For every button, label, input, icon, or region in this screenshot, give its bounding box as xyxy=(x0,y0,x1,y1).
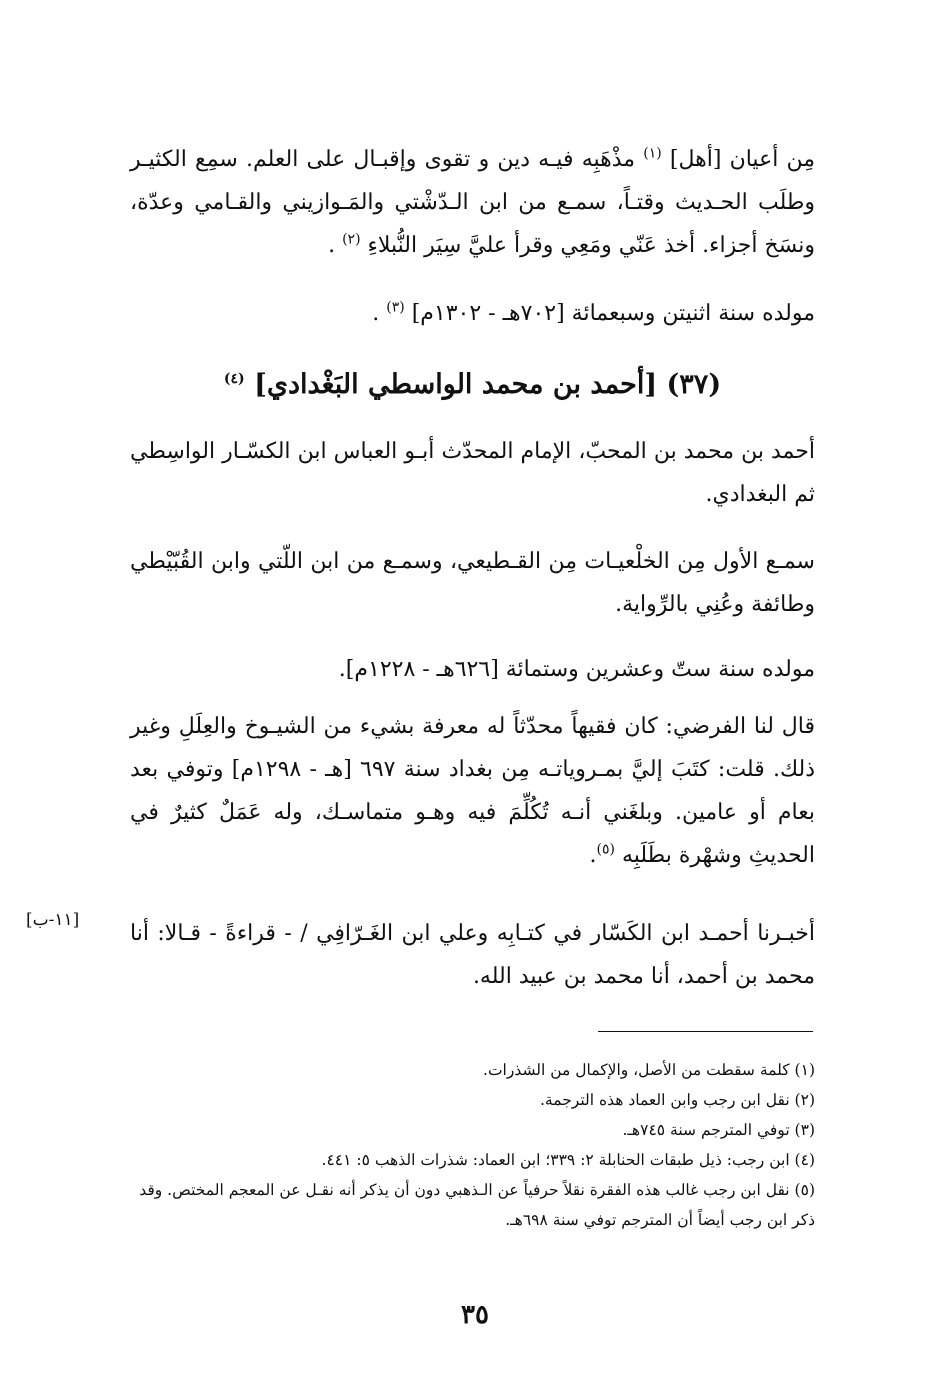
footnote-ref-5[interactable]: (٥) xyxy=(596,841,615,858)
paragraph-7-text: أخبـرنا أحمـد ابن الكَسّار في كتـابِه وعلي ابن الغَـرّافِي / - قراءةً - قـالا: أنا محمد بن أحمد، أنا محمد بن عبيد الله. xyxy=(130,921,815,989)
footnote-5: (٥) نقل ابن رجب غالب هذه الفقرة نقلاً حرفياً عن الـذهبي دون أن يذكر أنه نقـل عن المعجم المختص. وقد ذكر ابن رجب أيضاً أن المترجم توفي سنة ٦٩٨هـ. xyxy=(139,1181,815,1229)
footnote-ref-3[interactable]: (٣) xyxy=(386,299,405,316)
paragraph-4-text: سمـع الأول مِن الخلْعيـات مِن القـطيعي، وسمـع من ابن اللّتي وابن القُبّيْطي وطائفة وعُنِي بالرِّواية. xyxy=(130,549,815,617)
footnote-1: (١) كلمة سقطت من الأصل، والإكمال من الشذرات. xyxy=(483,1061,815,1079)
paragraph-2-end: . xyxy=(372,301,387,326)
paragraph-6 xyxy=(130,705,815,877)
footnote-3: (٣) توفي المترجم سنة ٧٤٥هـ. xyxy=(622,1121,815,1139)
paragraph-2 xyxy=(130,292,815,335)
entry-heading-text: (٣٧) [أحمد بن محمد الواسطي البَغْدادي] xyxy=(244,369,722,400)
footnote-2: (٢) نقل ابن رجب وابن العماد هذه الترجمة. xyxy=(540,1091,815,1109)
paragraph-1 xyxy=(130,138,815,267)
paragraph-5-text: مولده سنة ستّ وعشرين وستمائة [٦٢٦هـ - ١٢٢٨م]. xyxy=(338,657,815,682)
paragraph-5 xyxy=(130,648,815,691)
paragraph-3-text: أحمد بن محمد بن المحبّ، الإمام المحدّث أبـو العباس ابن الكسّـار الواسِطي ثم البغدادي. xyxy=(130,439,815,507)
footnote-separator xyxy=(598,1031,813,1032)
paragraph-6-end: . xyxy=(589,843,597,868)
entry-heading xyxy=(130,360,815,410)
footnote-ref-2[interactable]: (٢) xyxy=(342,231,361,248)
paragraph-1-text: مِن أعيان [أهل] xyxy=(661,147,815,172)
paragraph-2-text: مولده سنة اثنيتن وسبعمائة [٧٠٢هـ - ١٣٠٢م] xyxy=(404,301,815,326)
footnote-ref-1[interactable]: (١) xyxy=(643,145,662,162)
paragraph-3 xyxy=(130,430,815,516)
footnote-4: (٤) ابن رجب: ذيل طبقات الحنابلة ٢: ٣٣٩؛ ابن العماد: شذرات الذهب ٥: ٤٤١. xyxy=(321,1151,815,1169)
paragraph-7 xyxy=(130,912,815,998)
paragraph-1-text-2: مذْهَبِه فيـه دين و تقوى وإقبـال على العلم. سمِع الكثيـر وطلَب الحـديث وقتـاً، سمـع من ابن الـدّشْتي والمَـوازيني والقـامي وعدّة، ونسَخ أجزاء. أخذ عَنّي ومَعِي وقرأ عليَّ سِيَر النُّبلاءِ xyxy=(130,147,815,258)
page-number: ٣٥ xyxy=(461,1300,489,1330)
paragraph-1-end: . xyxy=(328,233,343,258)
manuscript-folio-note: [١١-ب] xyxy=(26,910,80,930)
footnote-ref-4[interactable]: (٤) xyxy=(223,371,245,387)
footnotes xyxy=(130,1055,815,1235)
paragraph-4 xyxy=(130,540,815,626)
paragraph-6-text: قال لنا الفرضي: كان فقيهاً محدّثاً له معرفة بشيء من الشيـوخ والعِلَلِ وغير ذلك. قلت: كتَبَ إليَّ بمـروياتـه مِن بغداد سنة ٦٩٧ [هـ - ١٢٩٨م] وتوفي بعد بعام أو عامين. وبلغَني أنـه تُكُلِّمَ فيه وهـو متماسـك، وله عَمَلٌ كثيرٌ في الحديثِ وشهْرة بطَلَبِه xyxy=(130,714,815,868)
